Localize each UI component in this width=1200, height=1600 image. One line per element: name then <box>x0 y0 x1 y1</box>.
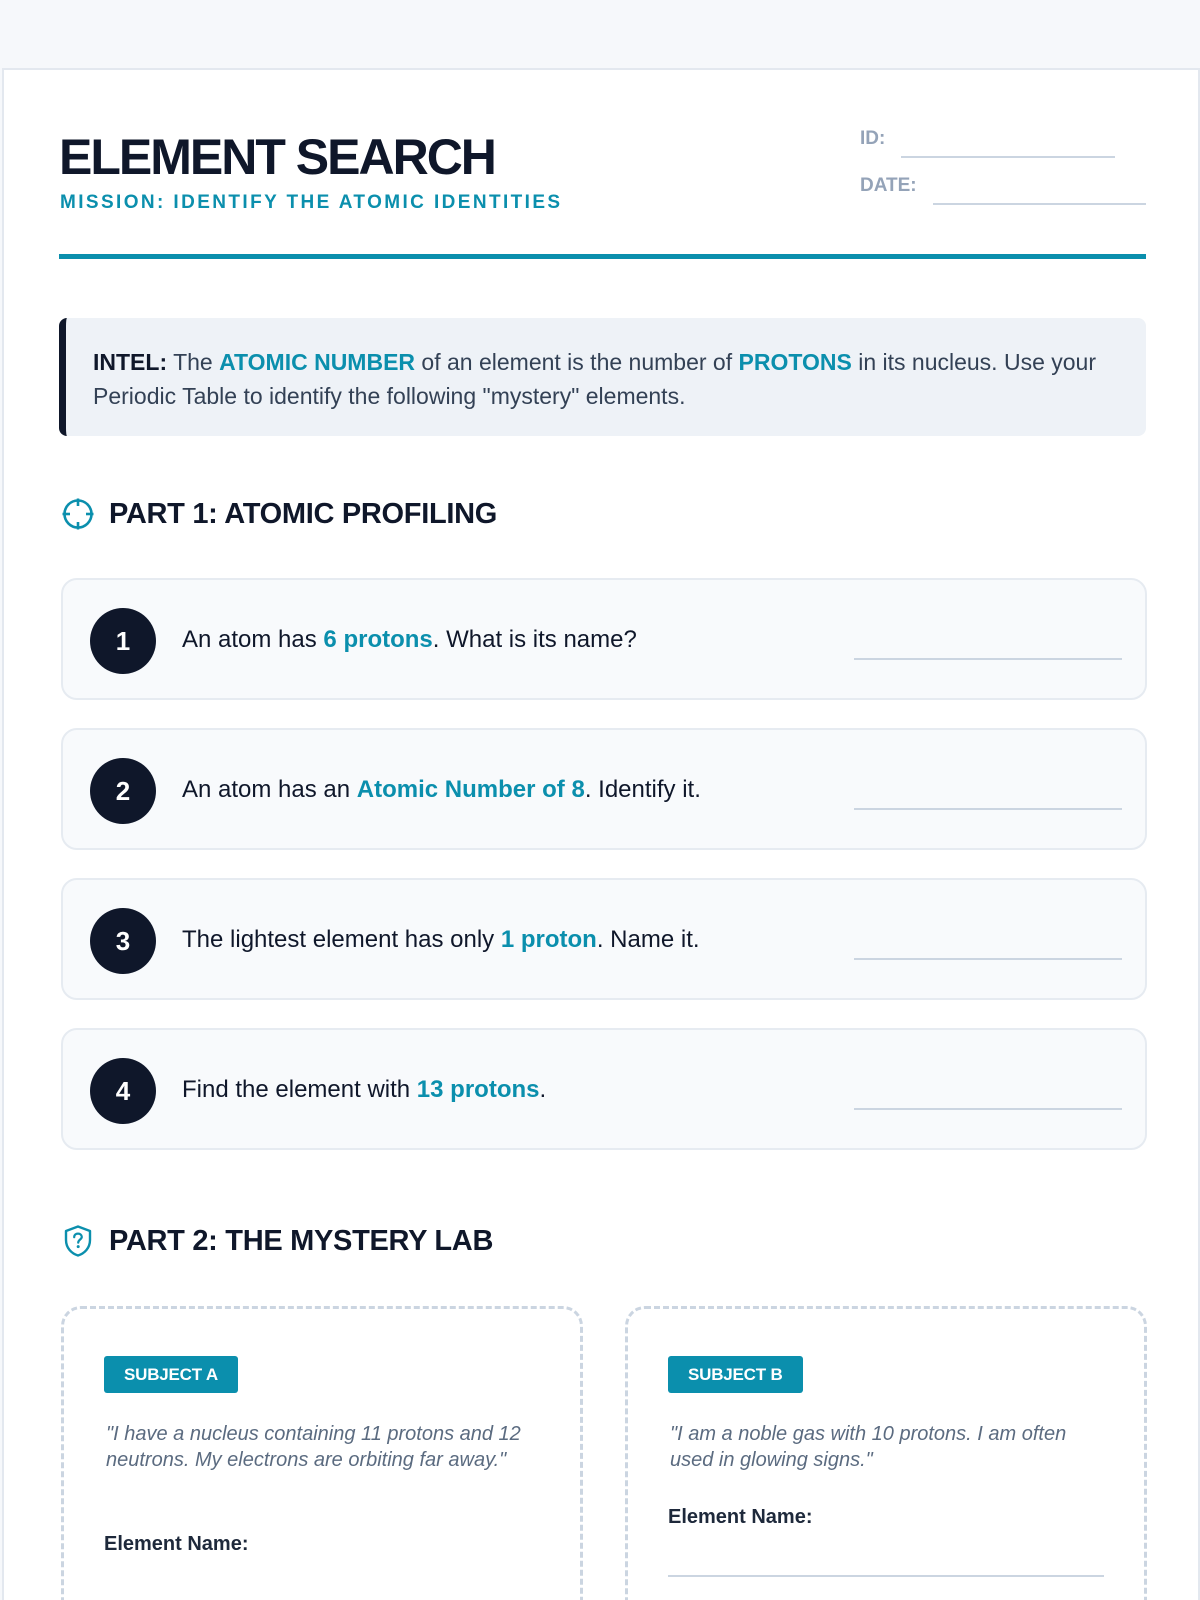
intel-lead: INTEL: <box>93 349 168 375</box>
intel-text-2: of an element is the number of <box>415 349 739 375</box>
question-text: The lightest element has only 1 proton. Name it. <box>182 926 700 953</box>
date-label: DATE: <box>860 175 917 196</box>
part1-title: PART 1: ATOMIC PROFILING <box>109 497 498 530</box>
subject-a-card <box>61 1306 583 1600</box>
date-field[interactable] <box>933 203 1146 205</box>
part2-heading <box>61 1224 493 1258</box>
intel-highlight-protons: PROTONS <box>738 349 852 375</box>
question-number: 2 <box>90 758 156 824</box>
part1-heading <box>61 497 497 531</box>
subject-b-badge: SUBJECT B <box>668 1356 803 1393</box>
answer-line-2[interactable] <box>854 808 1122 810</box>
answer-line-3[interactable] <box>854 958 1122 960</box>
subject-a-field-label: Element Name: <box>104 1533 249 1555</box>
intel-text-3: in its nucleus. Use your Periodic Table to identify the following "mystery" elements. <box>93 349 1096 409</box>
question-card-4 <box>61 1028 1147 1150</box>
question-number: 3 <box>90 908 156 974</box>
intel-highlight-atomic-number: ATOMIC NUMBER <box>219 349 416 375</box>
part2-title: PART 2: THE MYSTERY LAB <box>109 1224 494 1257</box>
question-number: 4 <box>90 1058 156 1124</box>
crosshair-icon <box>61 497 95 531</box>
subject-b-card <box>625 1306 1147 1600</box>
header-rule <box>59 254 1146 259</box>
subject-b-answer-line[interactable] <box>668 1575 1104 1577</box>
subject-a-badge: SUBJECT A <box>104 1356 238 1393</box>
mission-subtitle: MISSION: IDENTIFY THE ATOMIC IDENTITIES <box>60 192 563 213</box>
question-text: Find the element with 13 protons. <box>182 1076 547 1103</box>
intel-text-1: The <box>167 349 220 375</box>
answer-line-4[interactable] <box>854 1108 1122 1110</box>
question-text: An atom has 6 protons. What is its name? <box>182 626 637 653</box>
subject-b-field-label: Element Name: <box>668 1506 813 1528</box>
worksheet-page <box>2 68 1200 1600</box>
shield-question-icon <box>61 1224 95 1258</box>
question-number: 1 <box>90 608 156 674</box>
answer-line-1[interactable] <box>854 658 1122 660</box>
question-card-2 <box>61 728 1147 850</box>
question-card-1 <box>61 578 1147 700</box>
question-card-3 <box>61 878 1147 1000</box>
subject-a-clue: "I have a nucleus containing 11 protons and 12 neutrons. My electrons are orbiting far away." <box>106 1423 521 1471</box>
subject-b-clue: "I am a noble gas with 10 protons. I am often used in glowing signs." <box>670 1423 1067 1471</box>
intel-callout <box>59 318 1146 436</box>
id-field[interactable] <box>901 156 1115 158</box>
id-label: ID: <box>860 128 886 149</box>
page-title: ELEMENT SEARCH <box>59 129 495 185</box>
question-text: An atom has an Atomic Number of 8. Identify it. <box>182 776 701 803</box>
